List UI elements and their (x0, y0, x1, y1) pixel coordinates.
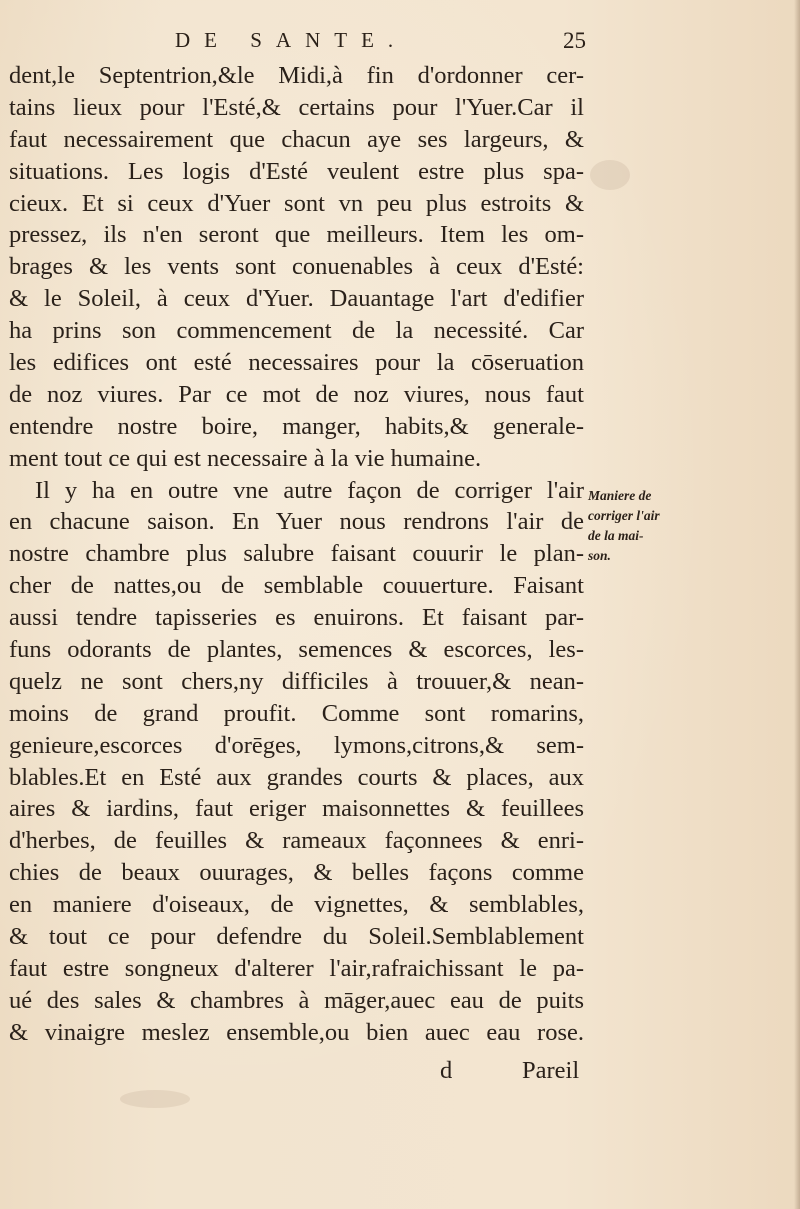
text-line: chies de beaux ouurages, & belles façons comme (9, 859, 584, 887)
text-line: les edifices ont esté necessaires pour la cōseruation (9, 349, 584, 377)
text-line: cieux. Et si ceux d'Yuer sont vn peu plus estroits & (9, 189, 584, 217)
text-line: funs odorants de plantes, semences & escorces, les- (9, 636, 584, 664)
text-line: aires & iardins, faut eriger maisonnettes & feuillees (9, 795, 584, 823)
margin-note-line: corriger l'air (588, 508, 660, 523)
text-line: & le Soleil, à ceux d'Yuer. Dauantage l'art d'edifier (9, 285, 584, 313)
text-line: faut estre songneux d'alterer l'air,rafraichissant le pa- (9, 954, 584, 982)
text-line: nostre chambre plus salubre faisant couurir le plan- (9, 540, 584, 568)
text-line: genieure,escorces d'orēges, lymons,citrons,& sem- (9, 731, 584, 759)
margin-note-line: de la mai- (588, 528, 644, 543)
text-line: ment tout ce qui est necessaire à la vie humaine. (9, 444, 482, 472)
text-line: entendre nostre boire, manger, habits,& generale- (9, 412, 584, 440)
margin-note-line: Maniere de (588, 488, 652, 503)
text-line: & vinaigre meslez ensemble,ou bien auec eau rose. (9, 1018, 584, 1046)
text-line: blables.Et en Esté aux grandes courts & places, aux (9, 763, 584, 791)
text-line: aussi tendre tapisseries es enuirons. Et faisant par- (9, 604, 584, 632)
signature-mark: d (440, 1057, 453, 1084)
body-text (9, 60, 584, 1049)
text-line: en chacune saison. En Yuer nous rendrons l'air de (9, 508, 584, 536)
paper-stain (120, 1090, 190, 1108)
text-line: ué des sales & chambres à māger,auec eau de puits (9, 986, 584, 1014)
margin-note (588, 486, 698, 566)
page-header (0, 28, 800, 62)
text-line: tains lieux pour l'Esté,& certains pour l'Yuer.Car il (9, 93, 584, 121)
text-line: dent,le Septentrion,&le Midi,à fin d'ordonner cer- (9, 62, 584, 89)
text-line: moins de grand proufit. Comme sont romarins, (9, 699, 584, 727)
catchword: Pareil (522, 1057, 580, 1084)
page-edge-shadow (794, 0, 800, 1209)
text-line: brages & les vents sont conuenables à ceux d'Esté: (9, 253, 584, 281)
text-line: situations. Les logis d'Esté veulent estre plus spa- (9, 157, 584, 185)
text-line: cher de nattes,ou de semblable couuerture. Faisant (9, 572, 584, 600)
text-line: ha prins son commencement de la necessité. Car (9, 317, 584, 345)
text-line: d'herbes, de feuilles & rameaux façonnees & enri- (9, 827, 584, 855)
text-line: & tout ce pour defendre du Soleil.Semblablement (9, 923, 584, 951)
page-footer (0, 1057, 800, 1091)
text-line: quelz ne sont chers,ny difficiles à trouuer,& nean- (9, 667, 584, 695)
running-head: DE SANTE. (175, 28, 408, 52)
text-line: de noz viures. Par ce mot de noz viures, nous faut (9, 380, 584, 408)
margin-note-line: son. (588, 548, 611, 563)
text-line: pressez, ils n'en seront que meilleurs. Item les om- (9, 221, 584, 249)
paper-stain (590, 160, 630, 190)
text-line: faut necessairement que chacun aye ses largeurs, & (9, 125, 584, 153)
text-line: en maniere d'oiseaux, de vignettes, & semblables, (9, 891, 584, 919)
page-number: 25 (563, 28, 586, 53)
text-line: Il y ha en outre vne autre façon de corriger l'air (35, 476, 584, 504)
